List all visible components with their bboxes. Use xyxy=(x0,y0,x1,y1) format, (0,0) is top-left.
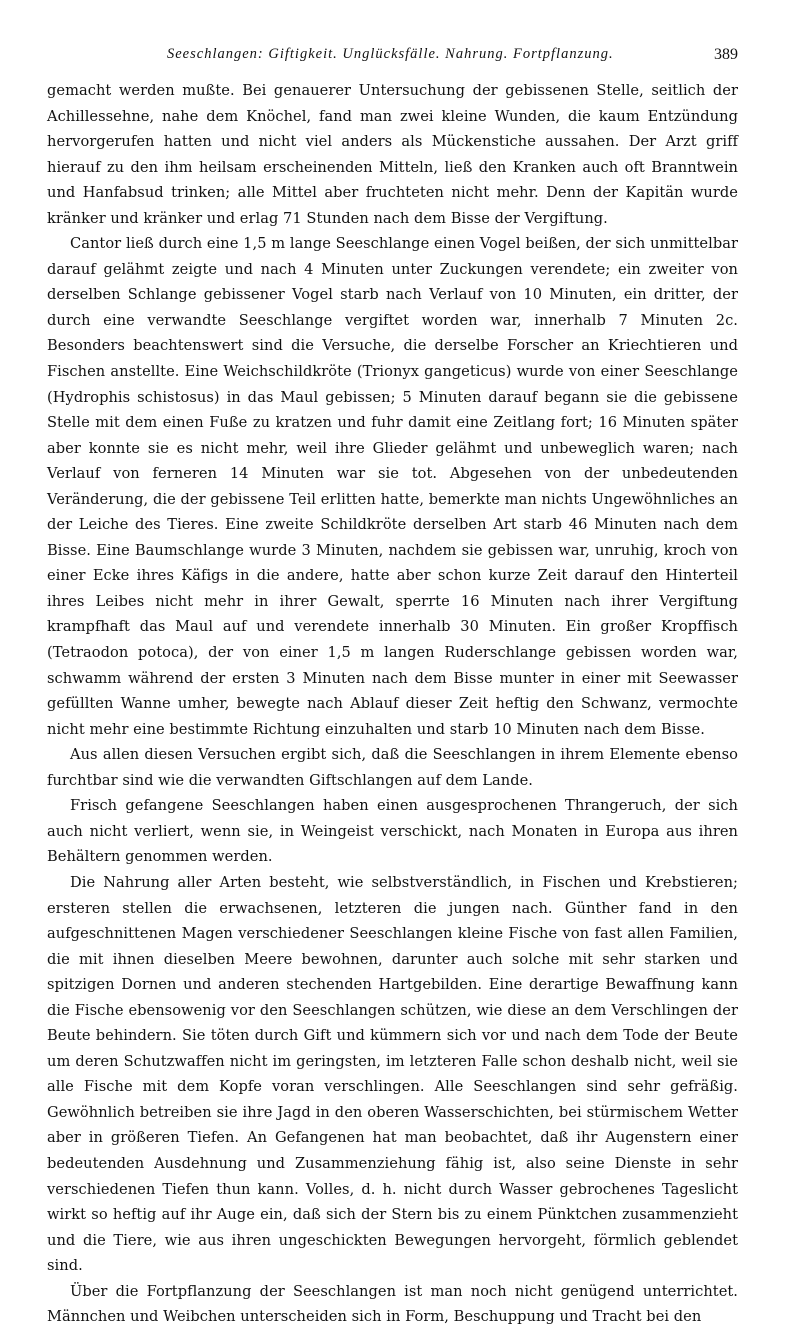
paragraph: gemacht werden mußte. Bei genauerer Untersuchung der gebissenen Stelle, seitlich der Achillessehne, nahe dem Knöchel, fand man zwei kleine Wunden, die kaum Entzündung hervorgerufen hatten und nicht viel anders als Mückenstiche aussahen. Der Arzt griff hierauf zu den ihm heilsam erscheinenden Mitteln, ließ den Kranken auch oft Branntwein und Hanfabsud trinken; alle Mittel aber fruchteten nicht mehr. Denn der Kapitän wurde kränker und kränker und erlag 71 Stunden nach dem Bisse der Vergiftung. xyxy=(47,82,738,227)
paragraph: Cantor ließ durch eine 1,5 m lange Seeschlange einen Vogel beißen, der sich unmittelbar darauf gelähmt zeigte und nach 4 Minuten unter Zuckungen verendete; ein zweiter von derselben Schlange gebissener Vogel starb nach Verlauf von 10 Minuten, ein dritter, der durch eine verwandte Seeschlange vergiftet worden war, innerhalb 7 Minuten 2c. Besonders beachtenswert sind die Versuche, die derselbe Forscher an Kriechtieren und Fischen anstellte. Eine Weichschildkröte (Trionyx gangeticus) wurde von einer Seeschlange (Hydrophis schistosus) in das Maul gebissen; 5 Minuten darauf begann sie die gebissene Stelle mit dem einen Fuße zu kratzen und fuhr damit eine Zeitlang fort; 16 Minuten später aber konnte sie es nicht mehr, weil ihre Glieder gelähmt und unbeweglich waren; nach Verlauf von ferneren 14 Minuten war sie tot. Abgesehen von der unbedeutenden Veränderung, die der gebissene Teil erlitten hatte, bemerkte man nichts Ungewöhnliches an der Leiche des Tieres. Eine zweite Schildkröte derselben Art starb 46 Minuten nach dem Bisse. Eine Baumschlange wurde 3 Minuten, nachdem sie gebissen war, unruhig, kroch von einer Ecke ihres Käfigs in die andere, hatte aber schon kurze Zeit darauf den Hinterteil ihres Leibes nicht mehr in ihrer Gewalt, sperrte 16 Minuten nach ihrer Vergiftung krampfhaft das Maul auf und verendete innerhalb 30 Minuten. Ein großer Kropffisch (Tetraodon potoca), der von einer 1,5 m langen Ruderschlange gebissen worden war, schwamm während der ersten 3 Minuten nach dem Bisse munter in einer mit Seewasser gefüllten Wanne umher, bewegte nach Ablauf dieser Zeit heftig den Schwanz, vermochte nicht mehr eine bestimmte Richtung einzuhalten und starb 10 Minuten nach dem Bisse. xyxy=(47,235,738,738)
paragraph: Über die Fortpflanzung der Seeschlangen ist man noch nicht genügend unterrichtet. Männchen und Weibchen unterscheiden sich in Form, Beschuppung und Tracht bei den xyxy=(47,1282,738,1326)
paragraph: Die Nahrung aller Arten besteht, wie selbstverständlich, in Fischen und Krebstieren; ersteren stellen die erwachsenen, letzteren die jungen nach. Günther fand in den aufgeschnittenen Magen verschiedener Seeschlangen kleine Fische von fast allen Familien, die mit ihnen dieselben Meere bewohnen, darunter auch solche mit sehr starken und spitzigen Dornen und anderen stechenden Hartgebilden. Eine derartige Bewaffnung kann die Fische ebensowenig vor den Seeschlangen schützen, wie diese an dem Verschlingen der Beute behindern. Sie töten durch Gift und kümmern sich vor und nach dem Tode der Beute um deren Schutzwaffen nicht im geringsten, im letzteren Falle schon deshalb nicht, weil sie alle Fische mit dem Kopfe voran verschlingen. Alle Seeschlangen sind sehr gefräßig. Gewöhnlich betreiben sie ihre Jagd in den oberen Wasserschichten, bei stürmischem Wetter aber in größeren Tiefen. An Gefangenen hat man beobachtet, daß ihr Augenstern einer bedeutenden Ausdehnung und Zusammenziehung fähig ist, also seine Dienste in sehr verschiedenen Tiefen thun kann. Volles, d. h. nicht durch Wasser gebrochenes Tageslicht wirkt so heftig auf ihr Auge ein, daß sich der Stern bis zu einem Pünktchen zusammenzieht und die Tiere, wie aus ihren ungeschickten Bewegungen hervorgeht, förmlich geblendet sind. xyxy=(47,873,738,1275)
page-number: 389 xyxy=(714,46,738,63)
running-head xyxy=(47,46,738,72)
body-text xyxy=(47,78,738,1330)
paragraph: Frisch gefangene Seeschlangen haben einen ausgesprochenen Thrangeruch, der sich auch nicht verliert, wenn sie, in Weingeist verschickt, nach Monaten in Europa aus ihren Behältern genommen werden. xyxy=(47,797,738,866)
paragraph: Aus allen diesen Versuchen ergibt sich, daß die Seeschlangen in ihrem Elemente ebenso furchtbar sind wie die verwandten Giftschlangen auf dem Lande. xyxy=(47,746,738,789)
running-head-title: Seeschlangen: Giftigkeit. Unglücksfälle. Nahrung. Fortpflanzung. xyxy=(167,46,614,62)
